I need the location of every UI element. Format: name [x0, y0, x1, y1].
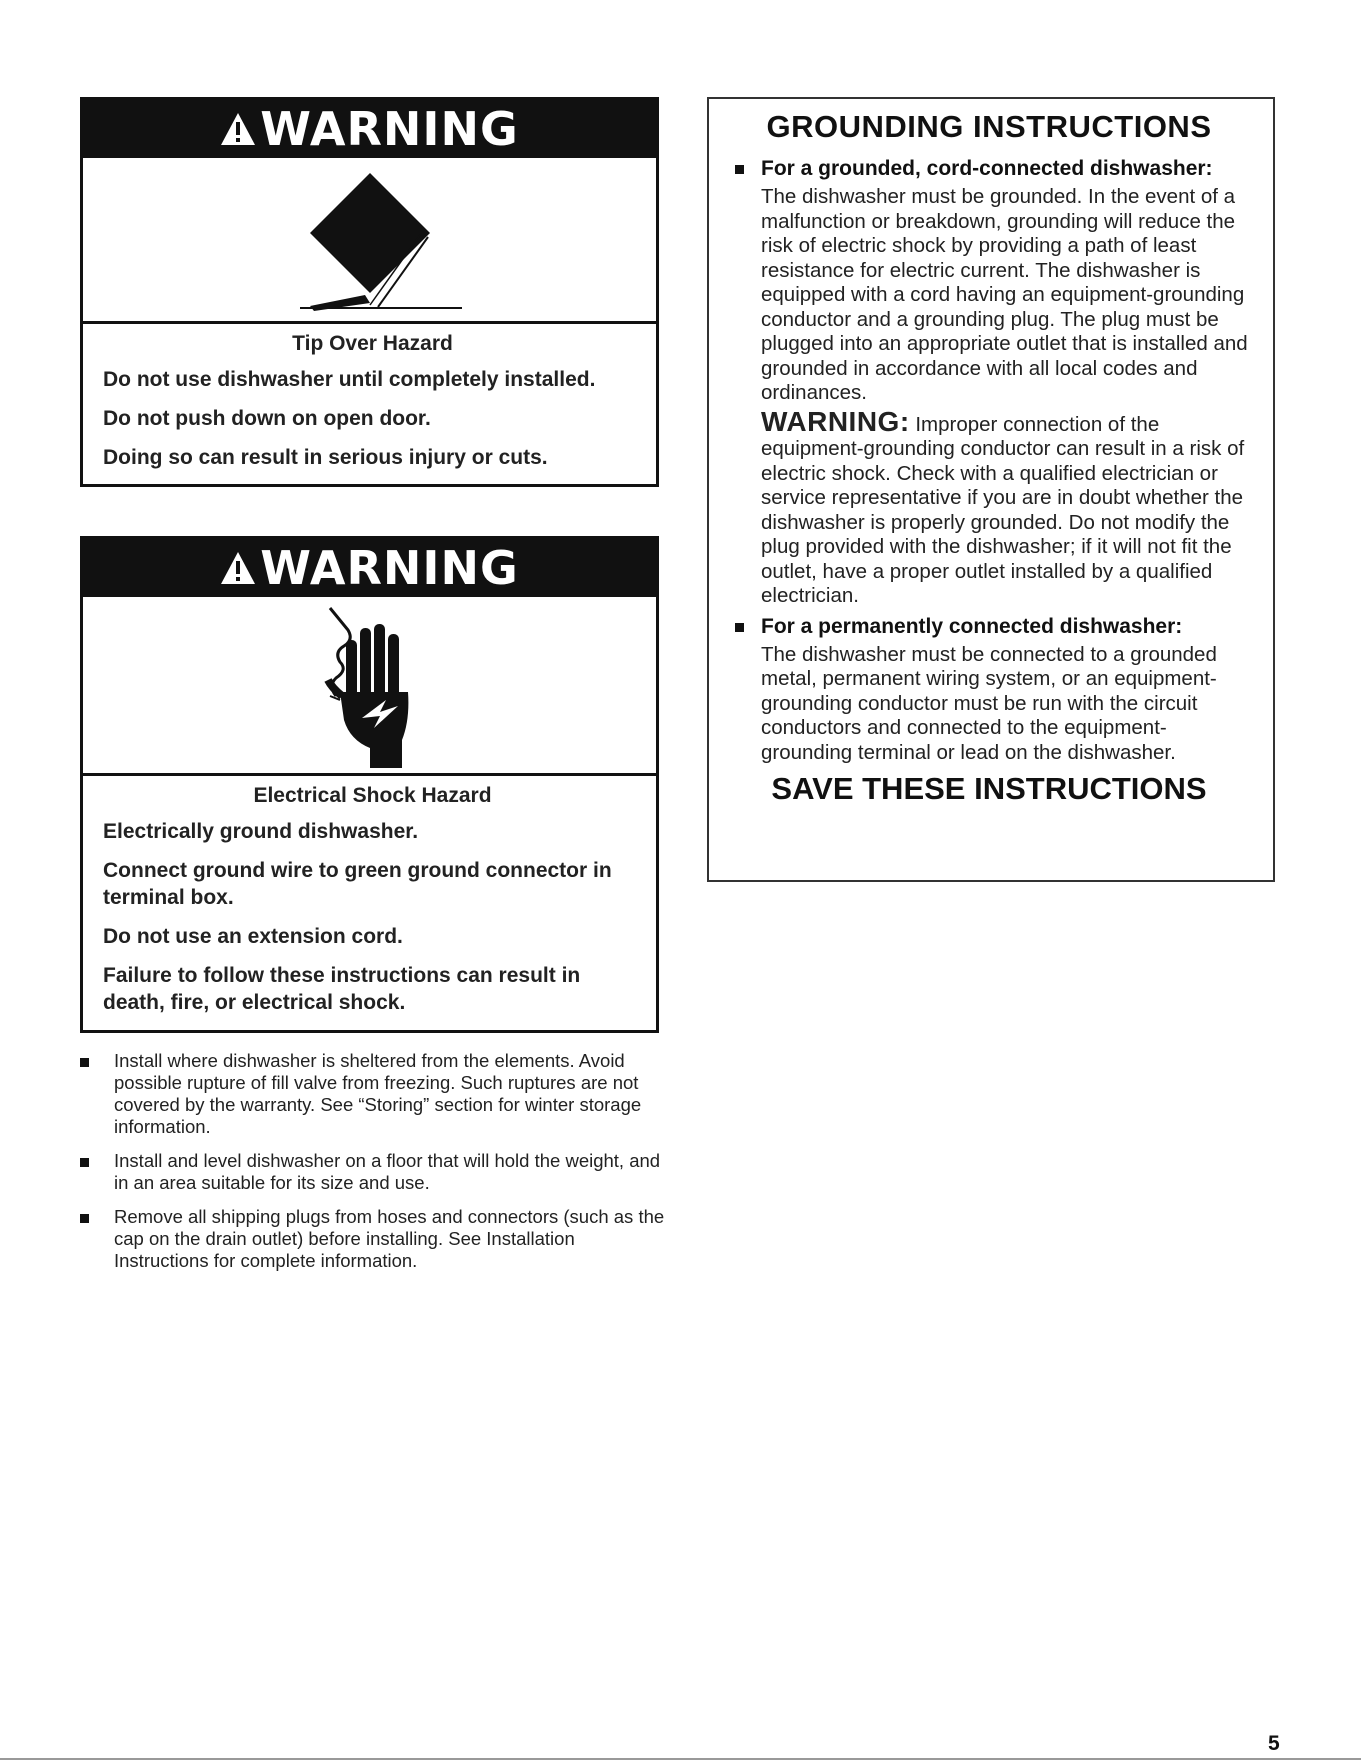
- tip-over-hazard-icon: [270, 165, 470, 315]
- bullet-square-icon: [80, 1214, 89, 1223]
- hazard-title: Tip Over Hazard: [292, 332, 453, 355]
- grounding-title: GROUNDING INSTRUCTIONS: [766, 109, 1212, 144]
- grounding-item-heading: For a grounded, cord-connected dishwasher:: [761, 157, 1213, 180]
- electrical-shock-hand-icon: [270, 600, 470, 770]
- warning-line: Doing so can result in serious injury or cuts.: [103, 446, 548, 469]
- bullet-square-icon: [735, 165, 744, 174]
- tip-over-warning-box: [80, 97, 659, 487]
- electrical-shock-warning-box: [80, 536, 659, 1033]
- grounding-item-body: The dishwasher must be connected to a grounded metal, permanent wiring system, or an equipment-grounding conductor must be run with the circuit conductors and connected to the equipment-grounding terminal or lead on the dishwasher.: [761, 642, 1217, 764]
- list-item-text: Install and level dishwasher on a floor that will hold the weight, and in an area suitable for its size and use.: [114, 1150, 661, 1193]
- bullet-square-icon: [80, 1058, 89, 1067]
- warning-triangle-icon: [220, 550, 256, 586]
- warning-line: Do not push down on open door.: [103, 407, 431, 430]
- shock-icon-area: [83, 597, 656, 776]
- grounding-item-body: The dishwasher must be grounded. In the event of a malfunction or breakdown, grounding will reduce the risk of electric shock by providing a path of least resistance for electric current. The dishwasher is equipped with a cord having an equipment-grounding conductor and a grounding plug. The plug must be plugged into an appropriate outlet that is installed and grounded in accordance with all local codes and ordinances.: [761, 185, 1248, 404]
- tip-over-icon-area: [83, 158, 656, 324]
- warning-triangle-icon: [220, 111, 256, 147]
- warning-header-text: WARNING: [260, 102, 519, 156]
- warning-line: Do not use an extension cord.: [103, 925, 403, 948]
- grounding-item-permanent: [727, 615, 1251, 766]
- bullet-square-icon: [80, 1158, 89, 1167]
- page-bottom-rule: [0, 1758, 1361, 1760]
- grounding-warning-label: WARNING:: [761, 405, 910, 437]
- list-item-text: Install where dishwasher is sheltered from the elements. Avoid possible rupture of fill valve from freezing. Such ruptures are not covered by the warranty. See “Storing” section for winter storage information.: [114, 1050, 642, 1137]
- install-bullets: [74, 1050, 674, 1284]
- list-item: [74, 1206, 674, 1272]
- save-instructions: SAVE THESE INSTRUCTIONS: [771, 771, 1207, 806]
- grounding-item-heading: For a permanently connected dishwasher:: [761, 614, 1183, 638]
- warning-line: Electrically ground dishwasher.: [103, 820, 419, 843]
- bullet-square-icon: [735, 623, 744, 632]
- warning-header-text: WARNING: [260, 541, 519, 595]
- grounding-warning-text: Improper connection of the equipment-grounding conductor can result in a risk of electric shock. Check with a qualified electrician or service representative if you are in doubt whether the dishwasher is properly grounded. Do not modify the plug provided with the dishwasher; if it will not fit the outlet, have a proper outlet installed by a qualified electrician.: [761, 412, 1245, 607]
- list-item: [74, 1150, 674, 1194]
- warning-line: Failure to follow these instructions can result in death, fire, or electrical shock.: [103, 964, 581, 1014]
- list-item: [74, 1050, 674, 1138]
- list-item-text: Remove all shipping plugs from hoses and connectors (such as the cap on the drain outlet) before installing. See Installation Instructions for complete information.: [114, 1206, 665, 1271]
- tip-over-warning-text: [83, 324, 656, 493]
- warning-header: [83, 539, 656, 597]
- warning-line: Do not use dishwasher until completely installed.: [103, 368, 596, 391]
- grounding-warning-paragraph: [761, 405, 1251, 609]
- grounding-instructions-box: [707, 97, 1275, 882]
- warning-line: Connect ground wire to green ground connector in terminal box.: [103, 859, 612, 909]
- grounding-item-cord: [727, 157, 1251, 609]
- shock-warning-text: [83, 776, 656, 1038]
- page-number: 5: [1268, 1732, 1280, 1755]
- warning-header: [83, 100, 656, 158]
- hazard-title: Electrical Shock Hazard: [253, 784, 492, 807]
